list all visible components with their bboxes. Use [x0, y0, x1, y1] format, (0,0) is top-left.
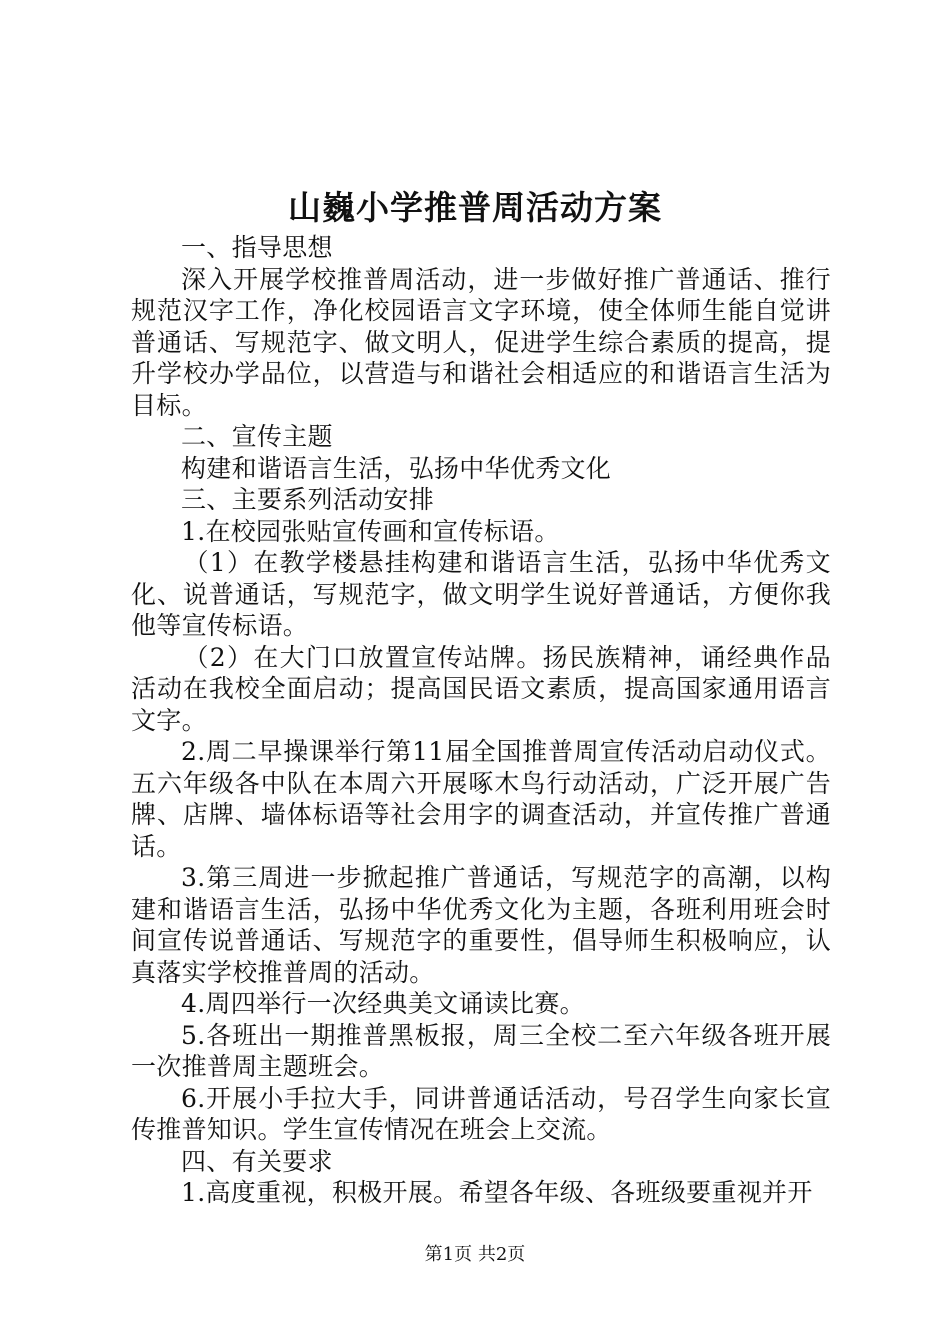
paragraph-theme: 构建和谐语言生活，弘扬中华优秀文化 [181, 453, 612, 483]
activity-item-2: 2.周二早操课举行第11届全国推普周宣传活动启动仪式。五六年级各中队在本周六开展啄木鸟行动活动，广泛开展广告牌、店牌、墙体标语等社会用字的调查活动，并宣传推广普通话。 [131, 737, 831, 861]
paragraph-guiding-ideology: 深入开展学校推普周活动，进一步做好推广普通话、推行规范汉字工作，净化校园语言文字环境，使全体师生能自觉讲普通话、写规范字、做文明人，促进学生综合素质的提高，提升学校办学品位，以营造与和谐社会相适应的和谐语言生活为目标。 [131, 264, 831, 420]
activity-subitem-1: （1）在教学楼悬挂构建和谐语言生活，弘扬中华优秀文化、说普通话，写规范字，做文明学生说好普通话，方便你我他等宣传标语。 [131, 548, 831, 640]
activity-item-5: 5.各班出一期推普黑板报，周三全校二至六年级各班开展一次推普周主题班会。 [131, 1020, 831, 1081]
activity-item-4: 4.周四举行一次经典美文诵读比赛。 [181, 989, 585, 1018]
activity-item-1: 1.在校园张贴宣传画和宣传标语。 [181, 516, 560, 546]
activity-subitem-2: （2）在大门口放置宣传站牌。扬民族精神，诵经典作品活动在我校全面启动；提高国民语文素质，提高国家通用语言文字。 [131, 642, 831, 735]
activity-item-3: 3.第三周进一步掀起推广普通话，写规范字的高潮，以构建和谐语言生活，弘扬中华优秀文化为主题，各班利用班会时间宣传说普通话、写规范字的重要性，倡导师生积极响应，认真落实学校推普周的活动。 [131, 863, 831, 987]
document-body [131, 232, 831, 1209]
section-heading-guiding-ideology: 一、指导思想 [181, 233, 333, 262]
requirement-item-1: 1.高度重视，积极开展。希望各年级、各班级要重视并开 [181, 1178, 813, 1207]
section-heading-activities: 三、主要系列活动安排 [181, 485, 435, 514]
section-heading-requirements: 四、有关要求 [181, 1146, 333, 1176]
section-heading-theme: 二、宣传主题 [181, 422, 333, 451]
document-title: 山巍小学推普周活动方案 [288, 188, 662, 227]
page-footer: 第1页 共2页 [424, 1244, 526, 1265]
activity-item-6: 6.开展小手拉大手，同讲普通话活动，号召学生向家长宣传推普知识。学生宣传情况在班会上交流。 [131, 1083, 831, 1144]
